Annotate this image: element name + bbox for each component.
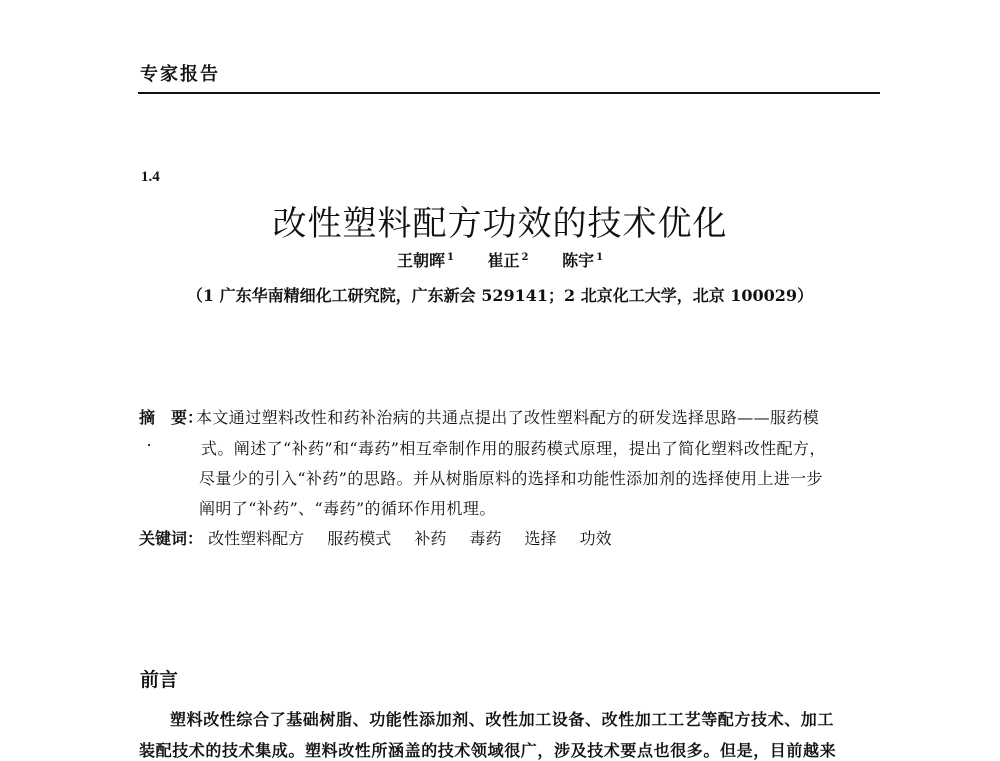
author-affiliation-mark: 1 — [446, 251, 454, 263]
body-paragraph-line: 装配技术的技术集成。塑料改性所涵盖的技术领域很广，涉及技术要点也很多。但是，目前越来 — [139, 741, 837, 760]
author-name: 王朝晖 — [396, 251, 445, 270]
abstract-line: 尽量少的引入“补药”的思路。并从树脂原料的选择和功能性添加剂的选择使用上进一步 — [199, 469, 823, 488]
keyword: 补药 — [414, 529, 447, 548]
keyword: 功效 — [579, 529, 612, 548]
paper-title: 改性塑料配方功效的技术优化 — [272, 204, 728, 244]
author-name: 陈宇 — [562, 251, 595, 270]
body-paragraph-line: 塑料改性综合了基础树脂、功能性添加剂、改性加工设备、改性加工工艺等配方技术、加工 — [170, 710, 835, 729]
author — [397, 248, 454, 271]
intro-heading: 前言 — [140, 669, 179, 691]
keyword: 服药模式 — [327, 529, 392, 548]
abstract-label: 摘 要： — [139, 408, 204, 427]
affiliation: （1 广东华南精细化工研究院，广东新会 529141；2 北京化工大学，北京 100029） — [186, 286, 814, 305]
author-name: 崔正 — [487, 251, 520, 270]
keywords-row — [139, 526, 630, 549]
keyword: 选择 — [524, 529, 557, 548]
abstract-line: 本文通过塑料改性和药补治病的共通点提出了改性塑料配方的研发选择思路——服药模 — [196, 408, 820, 427]
header-rule — [138, 92, 880, 94]
abstract-line: 式。阐述了“补药”和“毒药”相互牵制作用的服药模式原理，提出了简化塑料改性配方， — [201, 439, 826, 458]
abstract-line: 阐明了“补药”、“毒药”的循环作用机理。 — [199, 499, 496, 518]
scan-speck — [148, 444, 150, 446]
keywords-label: 关键词： — [139, 529, 204, 548]
author-list — [0, 248, 1000, 271]
author — [488, 248, 529, 271]
author-affiliation-mark: 2 — [521, 251, 529, 263]
section-header: 专家报告 — [140, 64, 220, 85]
author-affiliation-mark: 1 — [596, 251, 604, 263]
keyword: 毒药 — [469, 529, 502, 548]
author — [562, 248, 603, 271]
section-number: 1.4 — [141, 169, 160, 185]
keyword: 改性塑料配方 — [208, 529, 305, 548]
